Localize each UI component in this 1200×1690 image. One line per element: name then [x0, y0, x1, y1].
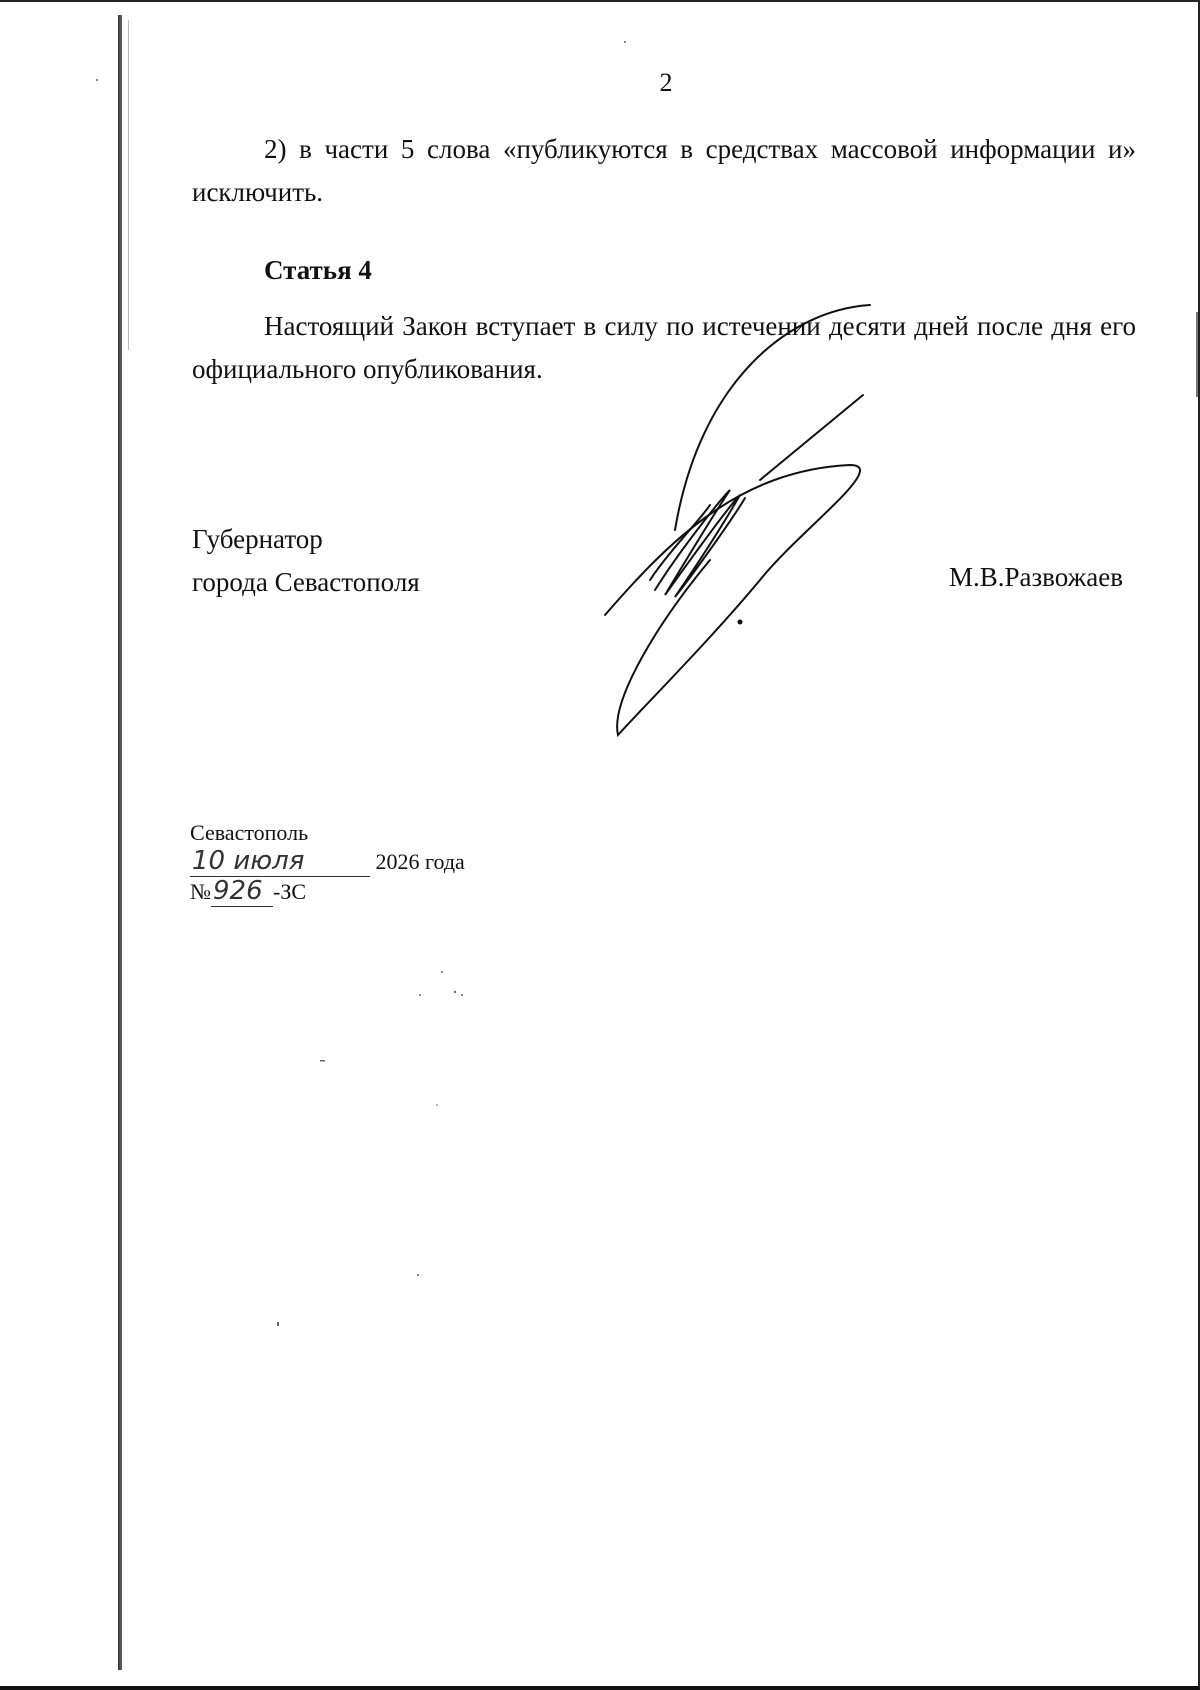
governor-title-line1: Губернатор: [192, 524, 323, 554]
article-text: Настоящий Закон вступает в силу по истечении десяти дней после дня его официального опубликования.: [192, 311, 1136, 384]
page-number: 2: [659, 68, 673, 97]
handwritten-date: 10 июля: [190, 847, 370, 877]
year-text: 2026 года: [375, 849, 465, 874]
city-name: Севастополь: [190, 820, 309, 845]
governor-title-line2: города Севастополя: [192, 567, 420, 597]
handwritten-law-number: 926: [211, 877, 273, 907]
article-heading: Статья 4: [264, 255, 372, 285]
number-prefix: №: [190, 879, 211, 904]
number-suffix: -ЗС: [273, 879, 307, 904]
paragraph-item-2: 2) в части 5 слова «публикуются в средствах массовой информации и» исключить.: [192, 134, 1136, 207]
governor-name: М.В.Развожаев: [949, 562, 1123, 592]
